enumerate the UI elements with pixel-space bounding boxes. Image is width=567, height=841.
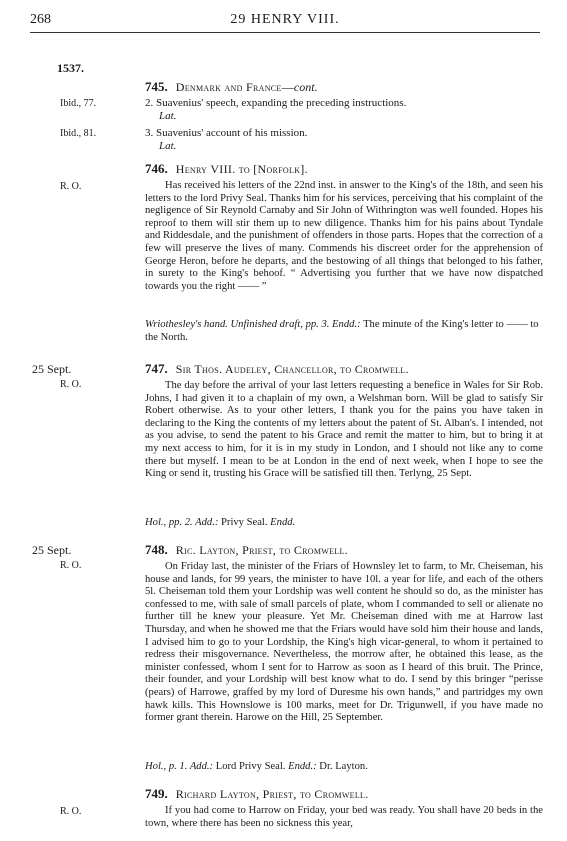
entry-746-number: 746. [145, 161, 168, 176]
page-header [30, 10, 540, 33]
entry-749-source: R. O. [60, 806, 82, 817]
entry-748-date: 25 Sept. [32, 543, 72, 557]
entry-747-note-tail: Endd. [270, 517, 296, 528]
running-title: 29 HENRY VIII. [230, 12, 340, 27]
entry-747-heading: Sir Thos. Audeley, Chancellor, to Cromwell. [175, 362, 409, 376]
entry-746-title [145, 162, 308, 176]
entry-748-number: 748. [145, 542, 168, 557]
page-number: 268 [30, 12, 51, 27]
entry-747-body: The day before the arrival of your last letters requesting a benefice in Wales for Sir Rob. Johns, I had given it to a chaplain of my own, a Welshman born. Will be glad to satisfy Sir Robert otherwise. As to your other letters, I thank you for the pains you have taken in declaring to the King the contents of my letters about the patent of St. Alban's. I intended, not as you advise, to send the patent to his Grace and remit the matter to him, but to bring it at my next access to him, for it is in my study in London, and I should not like any to come there but myself. I mean to be at London in the end of next week, when I hope to see the King or send it, trusting his Grace will be satisfied till then. Terlyng, 25 Sept. [145, 380, 543, 480]
entry-749-title [145, 787, 369, 801]
entry-747-note-plain: Privy Seal. [218, 517, 271, 528]
entry-747-note [145, 517, 543, 530]
entry-746-body: Has received his letters of the 22nd inst. in answer to the King's of the 18th, and seen his letters to the lord Privy Seal. Thanks him for his services, perceiving that his complaint of the negligence of Sir Reynold Carnaby and Sir John of Withrington was well founded. Hopes his reproof to them will stir them up to new diligence. Thanks him for his pains about Tyndale and Riddesdale, and the punishment of offenders in those parts. Hopes that the correction of a few will preserve the lives of many. Commends his discreet order for the apprehension of George Heron, before he departs, and the bestowing of all things that belonged to his father, in surety to the King's behoof. “ Advertising you further that we have now dispatched towards you the right —— ” [145, 180, 543, 292]
entry-745-number: 745. [145, 79, 168, 94]
entry-748-note-italic: Hol., p. 1. Add.: [145, 761, 214, 772]
entry-748-note-plain: Lord Privy Seal. [213, 761, 289, 772]
entry-745-item1-text: 2. Suavenius' speech, expanding the preceding instructions. [145, 97, 407, 109]
entry-746-note [145, 319, 543, 344]
entry-745-item2 [145, 127, 307, 153]
entry-745-heading: Denmark and France— [175, 80, 294, 94]
entry-748-title [145, 543, 348, 557]
entry-747-number: 747. [145, 361, 168, 376]
entry-745-cont: cont. [293, 80, 318, 94]
entry-747-note-italic: Hol., pp. 2. Add.: [145, 517, 219, 528]
entry-745-item1-lang: Lat. [159, 110, 177, 122]
entry-745-item1-ref: Ibid., 77. [60, 98, 97, 109]
entry-749-number: 749. [145, 786, 168, 801]
entry-749-heading: Richard Layton, Priest, to Cromwell. [175, 787, 369, 801]
entry-748-note-tail-italic: Endd.: [288, 761, 317, 772]
entry-748-heading: Ric. Layton, Priest, to Cromwell. [175, 543, 348, 557]
entry-746-note-italic: Wriothesley's hand. Unfinished draft, pp. 3. Endd.: [145, 319, 361, 330]
entry-746-source: R. O. [60, 181, 82, 192]
entry-745-item2-text: 3. Suavenius' account of his mission. [145, 127, 308, 139]
entry-746-note-plain: The minute of the King's letter to —— to the North. [145, 319, 539, 343]
entry-746-heading: Henry VIII. to [Norfolk]. [175, 162, 308, 176]
entry-748-source: R. O. [60, 560, 82, 571]
entry-747-date: 25 Sept. [32, 362, 72, 376]
entry-748-note [145, 761, 543, 774]
year-label: 1537. [57, 61, 84, 75]
entry-749-body: If you had come to Harrow on Friday, your bed was ready. You shall have 20 beds in the town, where there has been no sickness this year, [145, 805, 543, 829]
entry-745-title [145, 80, 318, 94]
entry-745-item2-ref: Ibid., 81. [60, 128, 97, 139]
entry-747-title [145, 362, 409, 376]
entry-748-note-tail: Dr. Layton. [316, 761, 368, 772]
entry-748-body: On Friday last, the minister of the Friars of Hownsley let to farm, to Mr. Cheiseman, his house and lands, for 99 years, the minister to have 10l. a year for life, and each of the others 5l. Cheiseman told them your Lordship was well content he should so do, as the minister has confessed to me, with sale of small parcels of plate, whom I commanded to sell or alienate no further till he knew your pleasure. Yet Mr. Cheiseman dined with me at Harrow last Thursday, and when he showed me that the Friars would have sold him their house and lands, I advised him to go to your Lordship, the King's high vicar-general, to whom it pertained to redress their misgovernance. Nevertheless, the morrow after, he obtained this lease, as the minister confessed, whom I sent for to Harrow as soon as I heard of this bruit. The Prince, their founder, and your Lordship will best know what to do. I send by this bringer “perisse (pears) of Harrowe, graffed by my lord of Duresme his own hands,” and partridges my own hawk kills. This Hownslowe is 100 marks, meet for Dr. Trigunwell, if you have made no former grant therein. Harowe on the Hill, 25 September. [145, 561, 543, 724]
entry-745-item1 [145, 97, 406, 123]
entry-747-source: R. O. [60, 379, 82, 390]
entry-745-item2-lang: Lat. [159, 140, 177, 152]
